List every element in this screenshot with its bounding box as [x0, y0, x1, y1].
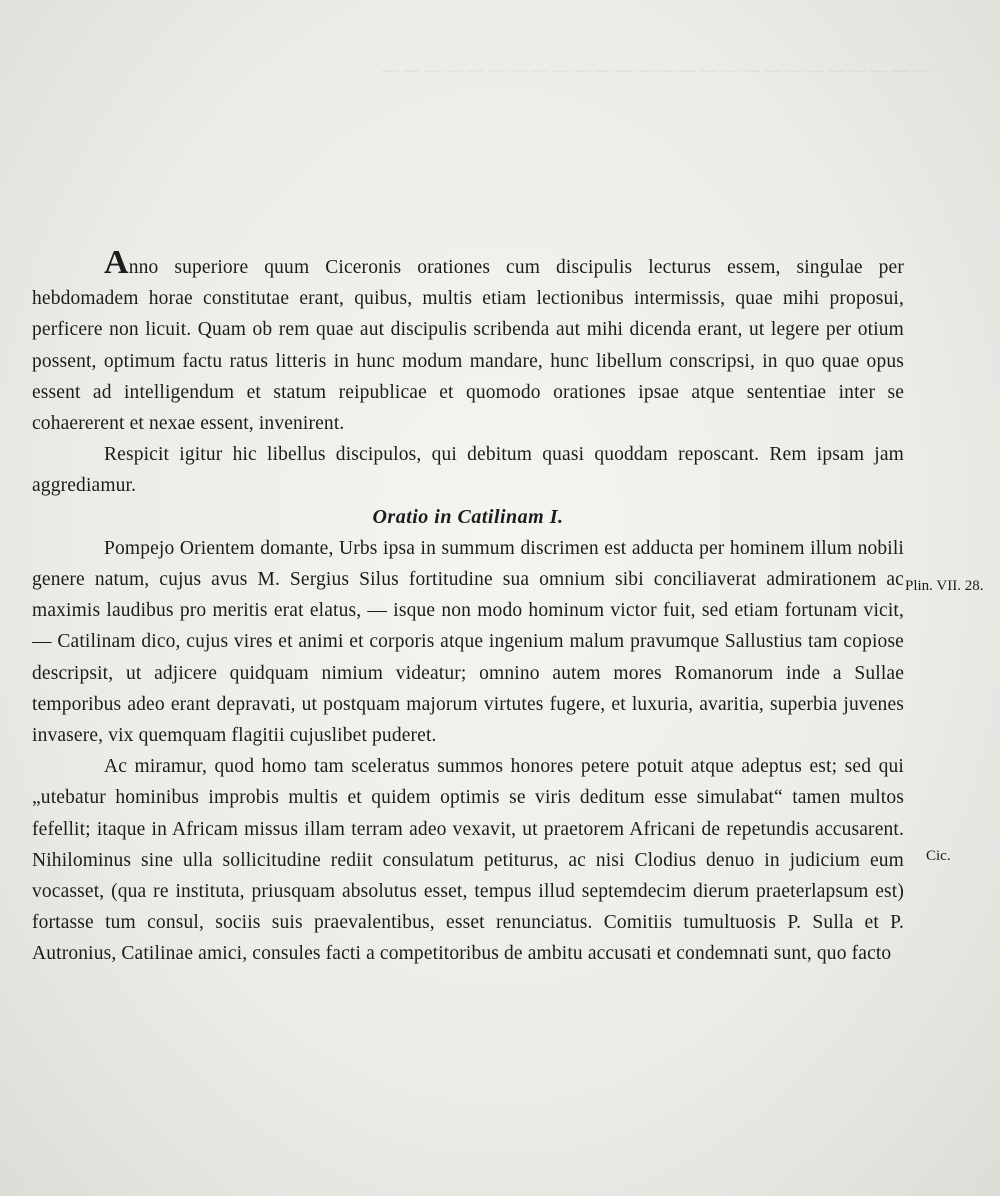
bleed-through-texture: — — — — — — — — — — — — — — — — — — — — — — — — — —	[381, 60, 930, 79]
main-text-block	[32, 244, 904, 970]
section-heading: Oratio in Catilinam I.	[372, 505, 564, 528]
preface-paragraph-2: Respicit igitur hic libellus discipulos, qui debitum quasi quoddam reposcant. Rem ipsam jam aggrediamur.	[32, 444, 904, 497]
section-paragraph-1: Pompejo Orientem domante, Urbs ipsa in summum discrimen est adducta per hominem illum nobili genere natum, cujus avus M. Sergius Silus fortitudine sua omnium sibi conciliaverat admirationem ac maximis laudibus pro meritis erat elatus, — isque non modo hominum victor fuit, sed etiam fortunam vicit, — Catilinam dico, cujus vires et animi et corporis atque ingenium malum pravumque Sallustius tam copiose descripsit, ut adjicere quidquam nimium videatur; omnino autem mores Romanorum inde a Sullae temporibus adeo erant depravati, ut postquam majorum virtutes fugere, et luxuria, avaritia, superbia juvenes invasere, vix quemquam flagitii cujuslibet puderet.	[32, 537, 904, 747]
margin-note-cicero: Cic.	[926, 848, 951, 864]
section-paragraph-2: Ac miramur, quod homo tam sceleratus summos honores petere potuit atque adeptus est; sed qui „utebatur hominibus improbis multis et quidem optimis se viris deditum esse simulabat“ tamen multos fefellit; itaque in Africam missus illam terram adeo vexavit, ut praetorem Africani de repetundis accusarent. Nihilominus sine ulla sollicitudine rediit consulatum petiturus, ac nisi Clodius denuo in judicium eum vocasset, (qua re instituta, priusquam absolutus esset, tempus illud septemdecim dierum praeterlapsum est) fortasse tum consul, sociis suis praevalentibus, esset renunciatus. Comitiis tumultuosis P. Sulla et P. Autronius, Catilinae amici, consules facti a competitoribus de ambitu accusati et condemnati sunt, quo facto	[32, 756, 904, 965]
preface-paragraph-1	[32, 244, 904, 439]
margin-note-pliny: Plin. VII. 28.	[905, 578, 984, 594]
preface-paragraph-1-text: nno superiore quum Ciceronis orationes cum discipulis lecturus essem, singulae per hebdomadem horae constitutae erant, quibus, multis etiam lectionibus intermissis, quae mihi proposui, perficere non licuit. Quam ob rem quae aut discipulis scribenda aut mihi dicenda erant, ut legere per otium possent, optimum factu ratus litteris in hunc modum mandare, hunc libellum conscripsi, in quo quae opus essent ad intelligendum et statum reipublicae et quomodo orationes ipsae atque sententiae inter se cohaererent et nexae essent, invenirent.	[32, 257, 904, 435]
drop-cap: A	[104, 244, 129, 281]
